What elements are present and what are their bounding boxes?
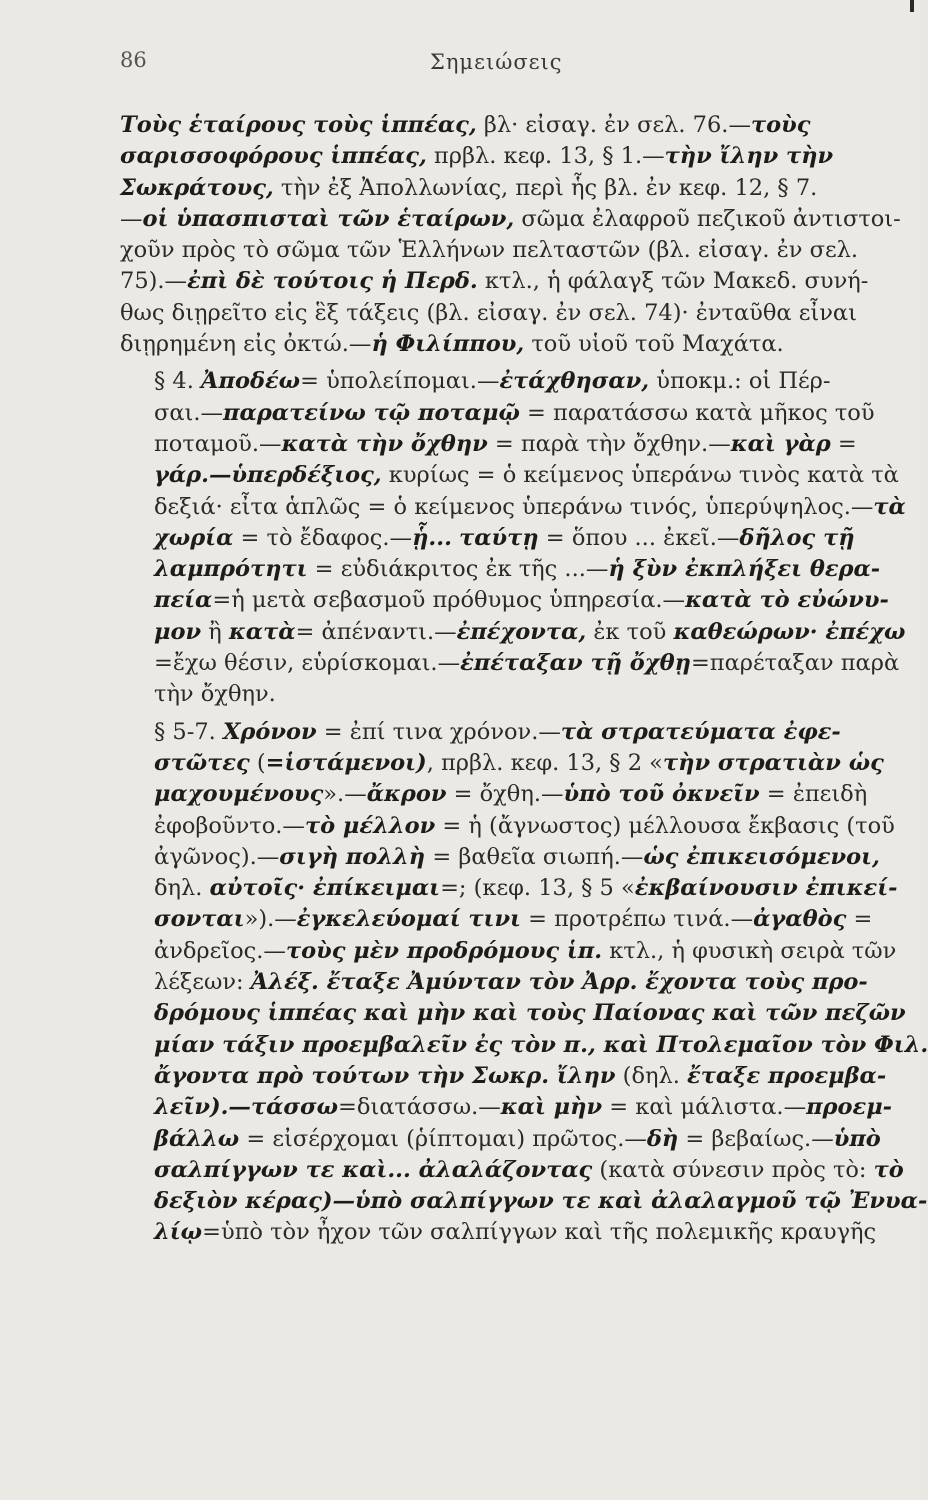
- lemma-text: οἱ ὑπασπισταὶ τῶν ἑταίρων,: [142, 205, 515, 232]
- gloss-text: = καὶ μάλιστα.—: [602, 1094, 807, 1121]
- gloss-text: =ἔχω θέσιν, εὑρίσκομαι.—: [154, 650, 461, 677]
- lemma-text: καὶ μὴν: [500, 1094, 603, 1121]
- section-title: Σημειώσεις: [430, 50, 563, 74]
- gloss-text: (: [249, 749, 266, 776]
- note-paragraph: [120, 366, 906, 710]
- lemma-text: τὴν στρατιὰν ὡς: [662, 749, 884, 776]
- lemma-text: ἡ Φιλίππου,: [371, 331, 525, 358]
- text-line: [120, 967, 868, 998]
- gloss-text: βλ· εἰσαγ. ἐν σελ. 76.—: [476, 112, 751, 138]
- gloss-text: (κατὰ σύνεσιν πρὸς τὸ:: [592, 1156, 874, 1183]
- gloss-text: [452, 525, 459, 551]
- text-line: [120, 298, 857, 329]
- edge-mark: [910, 0, 914, 12]
- gloss-text: =ὑπὸ τὸν ἦχον τῶν σαλπίγγων καὶ τῆς πολεμικῆς κραυγῆς: [202, 1219, 877, 1246]
- gloss-text: = ἐπί τινα χρόνον.—: [316, 718, 561, 745]
- gloss-text: ὑποκμ.: οἱ Πέρ-: [649, 368, 831, 395]
- gloss-text: = εὐδιάκριτος ἐκ τῆς ...—: [307, 556, 609, 583]
- gloss-text: ».—: [323, 781, 367, 808]
- running-head: [120, 44, 820, 84]
- gloss-text: = ὅπου ... ἐκεῖ.—: [538, 524, 740, 551]
- notes-body: [120, 110, 928, 1255]
- lemma-text: μον: [154, 618, 202, 645]
- gloss-text: § 4.: [154, 368, 202, 395]
- lemma-text: δῆλος τῇ: [739, 524, 855, 551]
- gloss-text: χοῦν πρὸς τὸ σῶμα τῶν Ἑλλήνων πελταστῶν (βλ. εἰσαγ. ἐν σελ.: [120, 237, 859, 264]
- text-line: [120, 398, 875, 429]
- gloss-text: ἐκ τοῦ: [586, 618, 674, 645]
- page-number: 86: [120, 48, 147, 72]
- gloss-text: θως διῃρεῖτο εἰς ἓξ τάξεις (βλ. εἰσαγ. ἐν σελ. 74)· ἐνταῦθα εἶναι: [120, 299, 857, 326]
- lemma-text: καὶ γὰρ: [730, 430, 831, 457]
- lemma-text: Τοὺς ἑταίρους τοὺς ἱππέας,: [120, 112, 477, 138]
- text-line: [120, 679, 828, 710]
- lemma-text: χωρία: [154, 524, 234, 551]
- gloss-text: = ὑπολείπομαι.—: [300, 368, 500, 395]
- lemma-text: ἄγοντα πρὸ τούτων τὴν Σωκρ. ἴλην: [154, 1062, 616, 1089]
- text-line: [120, 1092, 893, 1123]
- lemma-text: ἐκβαίνουσιν ἐπικεί-: [634, 875, 898, 902]
- lemma-text: δὴ: [646, 1125, 679, 1152]
- lemma-text: Ἀλέξ. ἔταξε Ἀμύνταν τὸν Ἀρρ. ἔχοντα τοὺς προ-: [250, 969, 868, 996]
- gloss-text: κυρίως = ὁ κείμενος ὑπεράνω τινὸς κατὰ τὰ: [381, 462, 899, 489]
- gloss-text: δηλ.: [154, 875, 210, 902]
- gloss-text: = ἐπειδὴ: [759, 781, 868, 808]
- gloss-text: , πρβλ. κεφ. 13, § 2 «: [426, 749, 663, 776]
- lemma-text: κατὰ τὴν ὄχθην: [281, 430, 488, 457]
- gloss-text: »).—: [244, 906, 297, 933]
- text-line: [120, 873, 898, 904]
- gloss-text: σαι.—: [154, 399, 224, 426]
- lemma-text: λεῖν).—: [154, 1094, 251, 1121]
- gloss-text: = ὄχθη.—: [446, 781, 564, 808]
- gloss-text: = προτρέπω τινά.—: [520, 906, 754, 933]
- lemma-text: τάσσω: [250, 1094, 338, 1121]
- text-line: [120, 429, 857, 460]
- text-line: [120, 329, 828, 360]
- lemma-text: σονται: [154, 906, 245, 933]
- gloss-text: = ἀπέναντι.—: [295, 618, 457, 645]
- text-line: [120, 366, 831, 397]
- gloss-text: 75).—: [120, 268, 188, 295]
- text-line: [120, 523, 855, 554]
- lemma-text: κατὰ: [228, 618, 296, 645]
- lemma-text: τὰ στρατεύματα ἐφε-: [560, 718, 841, 745]
- text-line: [120, 904, 873, 935]
- text-line: [120, 648, 900, 679]
- lemma-text: βάλλω: [154, 1125, 240, 1152]
- gloss-text: =διατάσσω.—: [338, 1094, 501, 1121]
- text-line: [120, 1061, 887, 1092]
- text-line: [120, 204, 901, 235]
- lemma-text: αὐτοῖς· ἐπίκειμαι: [209, 875, 441, 902]
- gloss-text: =παρέταξαν παρὰ: [690, 650, 900, 677]
- gloss-text: τοῦ υἱοῦ τοῦ Μαχάτα.: [524, 331, 784, 358]
- lemma-text: λίῳ: [154, 1219, 203, 1246]
- gloss-text: § 5-7.: [154, 718, 223, 745]
- lemma-text: Σωκράτους,: [120, 174, 274, 201]
- gloss-text: σῶμα ἐλαφροῦ πεζικοῦ ἀντιστοι-: [514, 205, 901, 232]
- text-line: [120, 1155, 904, 1186]
- lemma-text: ἔταξε προεμβα-: [687, 1062, 887, 1089]
- text-line: [120, 1217, 877, 1248]
- gloss-text: τὴν ἐξ Ἀπολλωνίας, περὶ ἧς βλ. ἐν κεφ. 12, § 7.: [273, 174, 818, 201]
- lemma-text: ὑπερδέξιος,: [231, 462, 382, 489]
- text-line: [120, 748, 884, 779]
- lemma-text: ἄκρον: [366, 781, 447, 808]
- gloss-text: = παρὰ τὴν ὄχθην.—: [487, 430, 731, 457]
- text-line: [120, 266, 869, 297]
- text-line: [120, 492, 906, 523]
- text-line: [120, 811, 895, 842]
- lemma-text: δεξιὸν κέρας)—ὑπὸ σαλπίγγων τε καὶ ἀλαλαγμοῦ τῷ Ἐνυα-: [154, 1188, 928, 1215]
- text-line: [120, 235, 859, 266]
- lemma-text: τὰ: [873, 493, 906, 520]
- gloss-text: ἐφοβοῦντο.—: [154, 812, 305, 839]
- lemma-text: =ἱστάμενοι): [265, 749, 427, 776]
- gloss-text: ποταμοῦ.—: [154, 430, 282, 457]
- lemma-text: σιγὴ πολλὴ: [279, 843, 426, 870]
- gloss-text: κτλ., ἡ φάλαγξ τῶν Μακεδ. συνή-: [477, 268, 869, 295]
- gloss-text: λέξεων:: [154, 969, 251, 996]
- lemma-text: ἐτάχθησαν,: [499, 368, 650, 395]
- gloss-text: =; (κεφ. 13, § 5 «: [440, 875, 635, 902]
- lemma-text: μαχουμένους: [154, 781, 324, 808]
- lemma-text: σαρισσοφόρους ἱππέας,: [120, 143, 427, 170]
- lemma-text: Χρόνον: [222, 718, 317, 745]
- lemma-text: στῶτες: [154, 749, 250, 776]
- lemma-text: γάρ.—: [154, 462, 232, 489]
- lemma-text: ἐπέταξαν τῇ ὄχθῃ: [460, 650, 691, 677]
- lemma-text: ἀγαθὸς: [753, 906, 847, 933]
- lemma-text: δρόμους ἱππέας καὶ μὴν καὶ τοὺς Παίονας καὶ τῶν πεζῶν: [154, 1000, 906, 1027]
- lemma-text: σαλπίγγων τε καὶ... ἀλαλάζοντας: [154, 1156, 593, 1183]
- lemma-text: κατὰ τὸ εὐώνυ-: [685, 587, 889, 614]
- text-line: [120, 1124, 881, 1155]
- lemma-text: παρατείνω τῷ ποταμῷ: [223, 399, 520, 426]
- lemma-text: ἐπὶ δὲ τούτοις ἡ Περδ.: [187, 268, 478, 295]
- text-line: [120, 1030, 928, 1061]
- text-line: [120, 779, 868, 810]
- lemma-text: ἡ ξὺν ἐκπλήξει θερα-: [608, 556, 881, 583]
- gloss-text: πρβλ. κεφ. 13, § 1.—: [426, 143, 665, 170]
- lemma-text: ὑπὸ τοῦ ὀκνεῖν: [563, 781, 760, 808]
- gloss-text: =: [846, 906, 873, 933]
- lemma-text: τὴν ἴλην τὴν: [664, 143, 834, 170]
- text-line: [120, 842, 880, 873]
- gloss-text: (δηλ.: [615, 1062, 688, 1089]
- text-line: [120, 585, 889, 616]
- lemma-text: λαμπρότητι: [154, 556, 308, 583]
- gloss-text: διῃρημένη εἰς ὀκτώ.—: [120, 331, 372, 358]
- lemma-text: ταύτῃ: [459, 524, 539, 551]
- lemma-text: τοὺς: [750, 112, 811, 138]
- lemma-text: ἐγκελεύομαί τινι: [296, 906, 521, 933]
- text-line: [120, 554, 881, 585]
- note-paragraph: [120, 110, 901, 360]
- lemma-text: Ἀποδέω: [201, 368, 301, 395]
- gloss-text: ἢ: [201, 618, 229, 645]
- text-line: [120, 617, 906, 648]
- text-line: [120, 110, 828, 141]
- lemma-text: τοὺς μὲν προδρόμους ἱπ.: [285, 937, 603, 964]
- lemma-text: ᾗ...: [412, 524, 452, 551]
- gloss-text: = εἰσέρχομαι (ῥίπτομαι) πρῶτος.—: [239, 1125, 647, 1152]
- gloss-text: ἀνδρεῖος.—: [154, 937, 286, 964]
- gloss-text: ἀγῶνος).—: [154, 843, 280, 870]
- lemma-text: ὡς ἐπικεισόμενοι,: [643, 843, 880, 870]
- lemma-text: μίαν τάξιν προεμβαλεῖν ἐς τὸν π., καὶ Πτολεμαῖον τὸν Φιλ.: [154, 1031, 928, 1058]
- gloss-text: τὴν ὄχθην.: [154, 681, 276, 708]
- gloss-text: =: [830, 430, 857, 457]
- lemma-text: καθεώρων· ἐπέχω: [673, 618, 906, 645]
- text-line: [120, 173, 828, 204]
- text-line: [120, 1186, 928, 1217]
- note-paragraph: [120, 717, 928, 1249]
- gloss-text: = βεβαίως.—: [678, 1125, 834, 1152]
- gloss-text: =ἡ μετὰ σεβασμοῦ πρόθυμος ὑπηρεσία.—: [212, 587, 686, 614]
- gloss-text: = παρατάσσω κατὰ μῆκος τοῦ: [519, 399, 875, 426]
- lemma-text: προεμ-: [806, 1094, 893, 1121]
- text-line: [120, 460, 899, 491]
- lemma-text: ὑπὸ: [833, 1125, 881, 1152]
- lemma-text: ἐπέχοντα,: [456, 618, 587, 645]
- gloss-text: δεξιά· εἶτα ἁπλῶς = ὁ κείμενος ὑπεράνω τινός, ὑπερύψηλος.—: [154, 493, 874, 520]
- lemma-text: τὸ: [873, 1156, 904, 1183]
- gloss-text: = ἡ (ἄγνωστος) μέλλουσα ἔκβασις (τοῦ: [435, 812, 895, 839]
- text-line: [120, 998, 906, 1029]
- gloss-text: κτλ., ἡ φυσικὴ σειρὰ τῶν: [602, 937, 897, 964]
- text-line: [120, 141, 834, 172]
- lemma-text: τὸ μέλλον: [304, 812, 436, 839]
- gloss-text: = βαθεῖα σιωπή.—: [425, 843, 644, 870]
- gloss-text: = τὸ ἔδαφος.—: [233, 524, 413, 551]
- text-line: [120, 936, 897, 967]
- gloss-text: —: [120, 205, 143, 232]
- lemma-text: πεία: [154, 587, 213, 614]
- text-line: [120, 717, 841, 748]
